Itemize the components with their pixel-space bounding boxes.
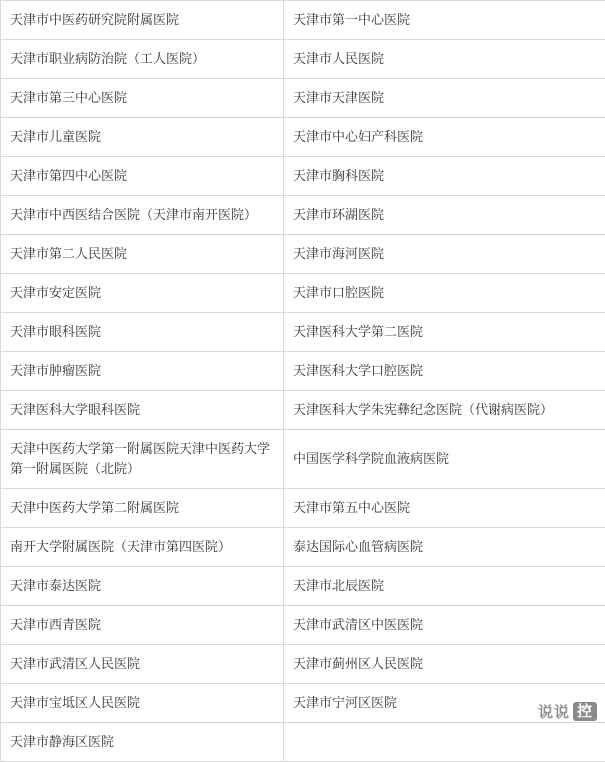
hospital-cell-right-empty — [284, 723, 605, 762]
table-row — [1, 1, 605, 40]
watermark — [538, 701, 597, 722]
table-row — [1, 489, 605, 528]
table-row — [1, 391, 605, 430]
table-row — [1, 684, 605, 723]
watermark-badge: 控 — [573, 702, 597, 721]
hospital-name: 天津中医药大学第一附属医院 — [10, 441, 179, 456]
hospital-cell-left — [1, 606, 284, 645]
hospital-cell-right — [284, 645, 605, 684]
hospital-name: 天津市第二人民医院 — [10, 246, 127, 261]
hospital-cell-right — [284, 157, 605, 196]
hospital-cell-left — [1, 1, 284, 40]
table-row — [1, 723, 605, 762]
table-row — [1, 118, 605, 157]
watermark-text: 说说 — [538, 701, 570, 722]
table-row — [1, 645, 605, 684]
hospital-name: 天津中医药大学第二附属医院 — [10, 500, 179, 515]
hospital-cell-left — [1, 313, 284, 352]
hospital-name: 中国医学科学院血液病医院 — [293, 451, 449, 466]
hospital-name: 天津市第四中心医院 — [10, 168, 127, 183]
hospital-cell-right — [284, 391, 605, 430]
hospital-name: 天津市静海区医院 — [10, 734, 114, 749]
hospital-cell-right — [284, 606, 605, 645]
hospital-cell-right — [284, 489, 605, 528]
hospital-name: 天津市环湖医院 — [293, 207, 384, 222]
hospital-list-body — [1, 1, 605, 762]
hospital-cell-right — [284, 118, 605, 157]
hospital-cell-left — [1, 489, 284, 528]
hospital-cell-left — [1, 352, 284, 391]
hospital-name: 天津市中心妇产科医院 — [293, 129, 423, 144]
table-row — [1, 567, 605, 606]
hospital-name: 天津市武清区中医医院 — [293, 617, 423, 632]
hospital-name: 天津医科大学朱宪彝纪念医院（代谢病医院） — [293, 402, 553, 417]
hospital-cell-left — [1, 196, 284, 235]
hospital-cell-left — [1, 723, 284, 762]
hospital-cell-left — [1, 79, 284, 118]
hospital-cell-right — [284, 79, 605, 118]
hospital-cell-left — [1, 684, 284, 723]
hospital-cell-right — [284, 196, 605, 235]
hospital-cell-right — [284, 1, 605, 40]
hospital-cell-left — [1, 157, 284, 196]
table-row — [1, 274, 605, 313]
hospital-name: 南开大学附属医院（天津市第四医院） — [10, 539, 231, 554]
hospital-name: 天津市职业病防治院（工人医院） — [10, 51, 205, 66]
table-row — [1, 313, 605, 352]
hospital-cell-left — [1, 391, 284, 430]
hospital-name: 天津中医药大学第一附属医院（北院） — [10, 441, 270, 476]
table-row — [1, 528, 605, 567]
hospital-cell-right — [284, 430, 605, 489]
hospital-cell-right — [284, 313, 605, 352]
hospital-name: 天津市儿童医院 — [10, 129, 101, 144]
hospital-name: 天津市口腔医院 — [293, 285, 384, 300]
hospital-cell-right — [284, 352, 605, 391]
hospital-name: 天津市人民医院 — [293, 51, 384, 66]
table-row — [1, 196, 605, 235]
table-row — [1, 235, 605, 274]
hospital-name: 天津市第五中心医院 — [293, 500, 410, 515]
hospital-cell-right — [284, 235, 605, 274]
hospital-name: 天津市海河医院 — [293, 246, 384, 261]
hospital-name: 天津市北辰医院 — [293, 578, 384, 593]
hospital-cell-left — [1, 567, 284, 606]
hospital-name: 天津市蓟州区人民医院 — [293, 656, 423, 671]
table-row — [1, 40, 605, 79]
hospital-name: 天津市西青医院 — [10, 617, 101, 632]
hospital-name: 天津医科大学眼科医院 — [10, 402, 140, 417]
hospital-cell-right — [284, 567, 605, 606]
hospital-name: 天津市宁河区医院 — [293, 695, 397, 710]
hospital-name: 天津市泰达医院 — [10, 578, 101, 593]
table-row — [1, 157, 605, 196]
hospital-name: 天津市武清区人民医院 — [10, 656, 140, 671]
hospital-name: 天津市第一中心医院 — [293, 12, 410, 27]
hospital-name: 天津市肿瘤医院 — [10, 363, 101, 378]
hospital-name: 天津市中医药研究院附属医院 — [10, 12, 179, 27]
hospital-name: 天津医科大学第二医院 — [293, 324, 423, 339]
hospital-cell-left — [1, 430, 284, 489]
hospital-cell-left — [1, 645, 284, 684]
hospital-cell-left — [1, 528, 284, 567]
hospital-name: 天津市中西医结合医院（天津市南开医院） — [10, 207, 257, 222]
hospital-cell-left — [1, 40, 284, 79]
hospital-name: 天津市安定医院 — [10, 285, 101, 300]
hospital-name: 天津市宝坻区人民医院 — [10, 695, 140, 710]
hospital-name: 天津市胸科医院 — [293, 168, 384, 183]
hospital-name: 天津医科大学口腔医院 — [293, 363, 423, 378]
table-row — [1, 430, 605, 489]
hospital-name: 天津市眼科医院 — [10, 324, 101, 339]
hospital-name: 天津市第三中心医院 — [10, 90, 127, 105]
table-row — [1, 79, 605, 118]
hospital-cell-right — [284, 40, 605, 79]
hospital-name: 泰达国际心血管病医院 — [293, 539, 423, 554]
table-row — [1, 606, 605, 645]
hospital-cell-left — [1, 118, 284, 157]
hospital-name: 天津市天津医院 — [293, 90, 384, 105]
table-row — [1, 352, 605, 391]
hospital-cell-left — [1, 235, 284, 274]
hospital-cell-right — [284, 274, 605, 313]
hospital-cell-left — [1, 274, 284, 313]
hospital-cell-right — [284, 528, 605, 567]
